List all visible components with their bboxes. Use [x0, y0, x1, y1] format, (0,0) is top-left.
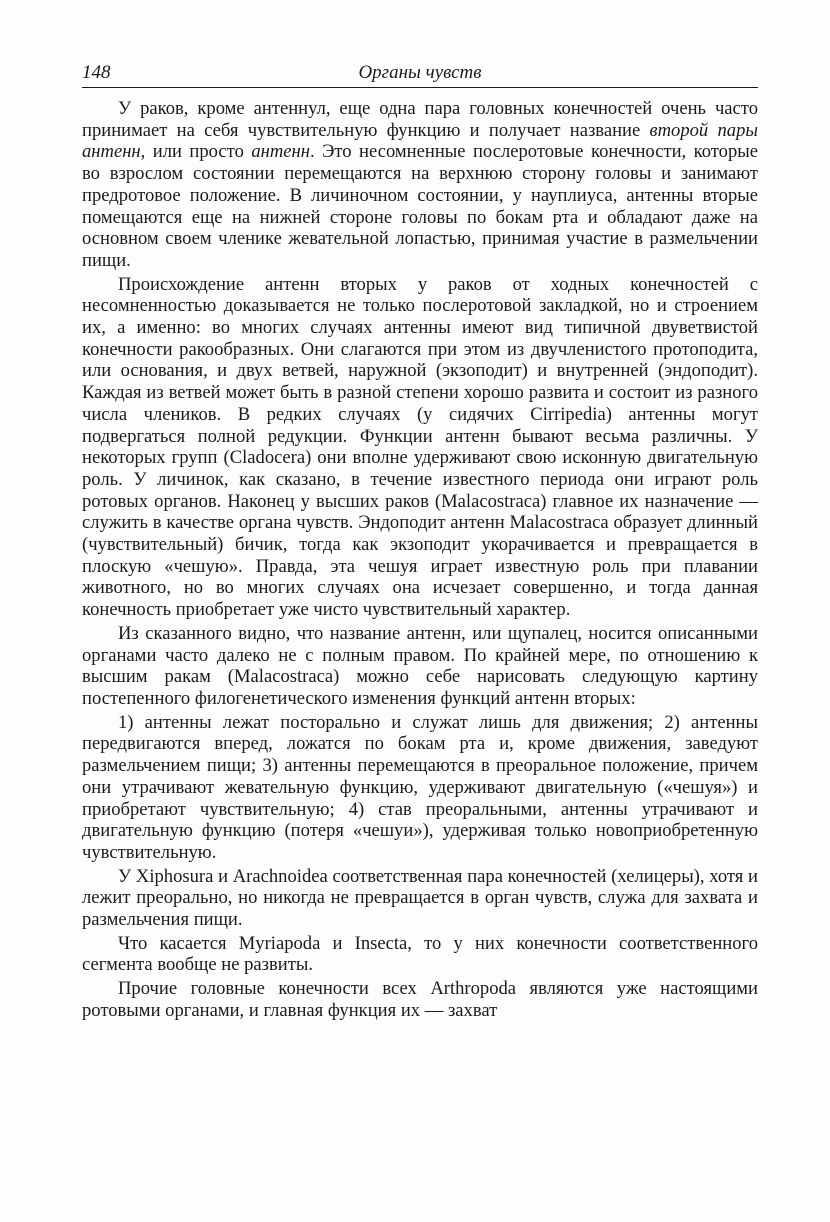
paragraph-2: Происхождение антенн вторых у раков от ходных конечностей с несомненностью доказывается не только послеротовой закладкой, но и строением их, а именно: во многих случаях антенны имеют вид типичной двуветвистой конечности ракообразных. Они слагаются при этом из двучленистого протоподита, или основания, и двух ветвей, наружной (экзоподит) и внутренней (эндоподит). Каждая из ветвей может быть в разной степени хорошо развита и состоит из разного числа члеников. В редких случаях (у сидячих Cirripedia) антенны могут подвергаться полной редукции. Функции антенн бывают весьма различны. У некоторых групп (Cladocera) они вполне удерживают свою исконную двигательную роль. У личинок, как сказано, в течение известного периода они играют роль ротовых органов. Наконец у высших раков (Malacostraca) главное их назначение — служить в качестве органа чувств. Эндоподит антенн Malacostraca образует длинный (чувствительный) бичик, тогда как экзоподит укорачивается и превращается в плоскую «чешую». Правда, эта чешуя играет известную роль при плавании животного, но во многих случаях она исчезает совершенно, и тогда данная конечность приобретает уже чисто чувствительный характер. [82, 273, 758, 621]
paragraph-1-text-a: У раков, кроме антеннул, еще одна пара головных конечностей очень часто принимает на себя чувствительную функцию и получает название [82, 98, 758, 141]
term-antennae: антенн [251, 141, 310, 163]
paragraph-4: 1) антенны лежат посторально и служат лишь для движения; 2) антенны передвигаются вперед, ложатся по бокам рта и, кроме движения, заведуют размельчением пищи; 3) антенны перемещаются в преоральное положение, причем они утрачивают жевательную функцию, удерживают двигательную («чешуя») и приобретают чувствительную; 4) став преоральными, антенны утрачивают и двигательную функцию (потеря «чешуи»), удерживая только новоприобретенную чувствительную. [82, 711, 758, 863]
chapter-title: Органы чувств [358, 62, 482, 83]
paragraph-1-text-b: , или просто [140, 141, 252, 163]
paragraph-6: Что касается Myriapoda и Insecta, то у них конечности соответственного сегмента вообще не развиты. [82, 932, 758, 976]
running-head [82, 60, 758, 86]
paragraph-1 [82, 98, 758, 272]
paragraph-1-text-c: . Это несомненные послеротовые конечности, которые во взрослом состоянии перемещаются на верхнюю сторону головы и занимают предротовое положение. В личиночном состоянии, у науплиуса, антенны вторые помещаются еще на нижней стороне головы по бокам рта и обладают даже на основном своем членике жевательной лопастью, принимая участие в размельчении пищи. [82, 141, 758, 271]
paragraph-5: У Xiphosura и Arachnoidea соответственная пара конечностей (хелицеры), хотя и лежит преорально, но никогда не превращается в орган чувств, служа для захвата и размельчения пищи. [82, 865, 758, 931]
paragraph-7: Прочие головные конечности всех Arthropoda являются уже настоящими ротовыми органами, и главная функция их — захват [82, 978, 758, 1021]
header-rule [82, 87, 758, 88]
body-text [82, 98, 758, 1024]
paragraph-3: Из сказанного видно, что название антенн, или щупалец, носится описанными органами часто далеко не с полным правом. По крайней мере, по отношению к высшим ракам (Malacostraca) можно себе нарисовать следующую картину постепенного филогенетического изменения функций антенн вторых: [82, 622, 758, 709]
term-second-antennae: второй пары антенн [82, 119, 758, 163]
page-number: 148 [82, 62, 111, 83]
